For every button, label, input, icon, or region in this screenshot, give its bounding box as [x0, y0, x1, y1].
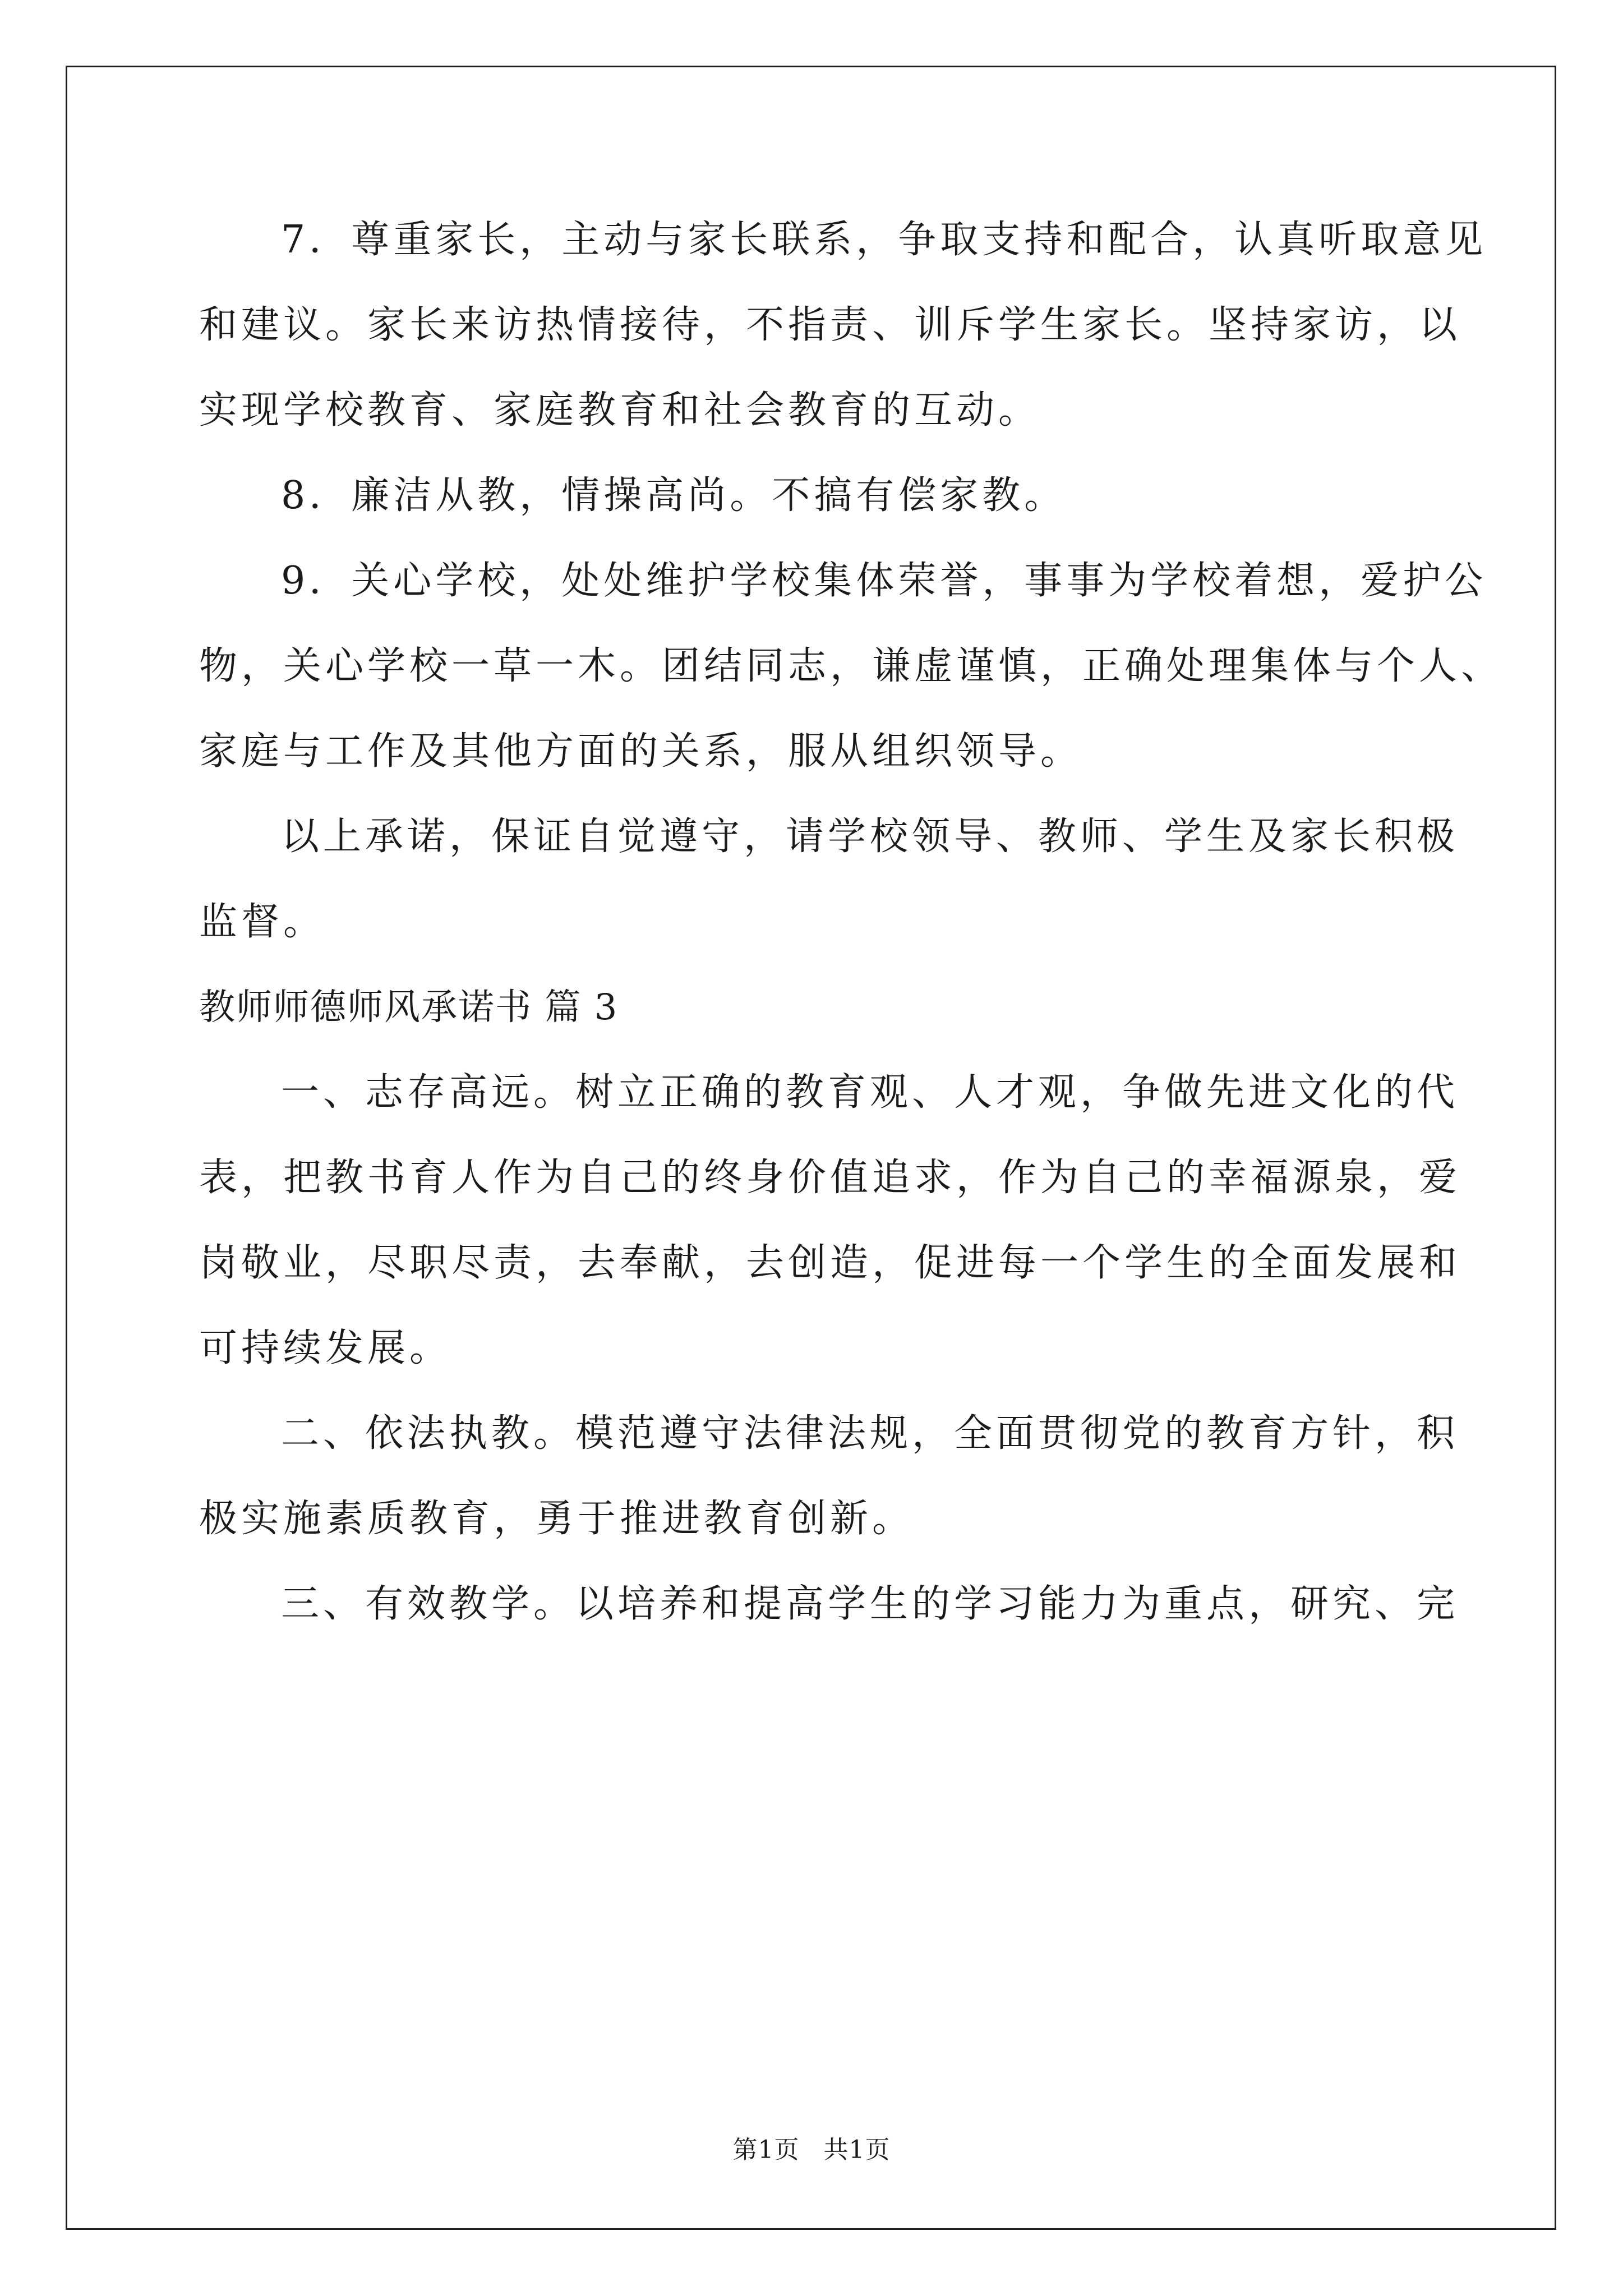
item-1-line-2: 表，把教书育人作为自己的终身价值追求，作为自己的幸福源泉，爱	[199, 1156, 1461, 1200]
item-3-line-1: 三、有效教学。以培养和提高学生的学习能力为重点，研究、完	[281, 1582, 1459, 1626]
paragraph-7-line-2: 和建议。家长来访热情接待，不指责、训斥学生家长。坚持家访，以	[199, 303, 1461, 347]
item-2-line-1: 二、依法执教。模范遵守法律法规，全面贯彻党的教育方针，积	[281, 1411, 1459, 1456]
item-2-line-2: 极实施素质教育，勇于推进教育创新。	[199, 1497, 915, 1541]
closing-line-2: 监督。	[199, 900, 326, 944]
item-1-line-1: 一、志存高远。树立正确的教育观、人才观，争做先进文化的代	[281, 1070, 1459, 1115]
paragraph-9-line-1: 9．关心学校，处处维护学校集体荣誉，事事为学校着想，爱护公	[281, 559, 1487, 603]
paragraph-9-line-3: 家庭与工作及其他方面的关系，服从组织领导。	[199, 729, 1083, 774]
page-number: 第1页	[732, 2136, 800, 2164]
page-total: 共1页	[823, 2136, 891, 2164]
section-heading: 教师师德师风承诺书 篇 3	[199, 987, 619, 1028]
item-1-line-3: 岗敬业，尽职尽责，去奉献，去创造，促进每一个学生的全面发展和	[199, 1241, 1461, 1285]
paragraph-8-line-1: 8．廉洁从教，情操高尚。不搞有偿家教。	[281, 473, 1067, 518]
item-1-line-4: 可持续发展。	[199, 1326, 452, 1370]
paragraph-9-line-2: 物，关心学校一草一木。团结同志，谦虚谨慎，正确处理集体与个人、	[199, 644, 1504, 688]
closing-line-1: 以上承诺，保证自觉遵守，请学校领导、教师、学生及家长积极	[281, 815, 1459, 859]
paragraph-7-line-1: 7．尊重家长，主动与家长联系，争取支持和配合，认真听取意见	[281, 218, 1487, 262]
page-footer	[0, 2129, 1623, 2165]
paragraph-7-line-3: 实现学校教育、家庭教育和社会教育的互动。	[199, 388, 1041, 432]
